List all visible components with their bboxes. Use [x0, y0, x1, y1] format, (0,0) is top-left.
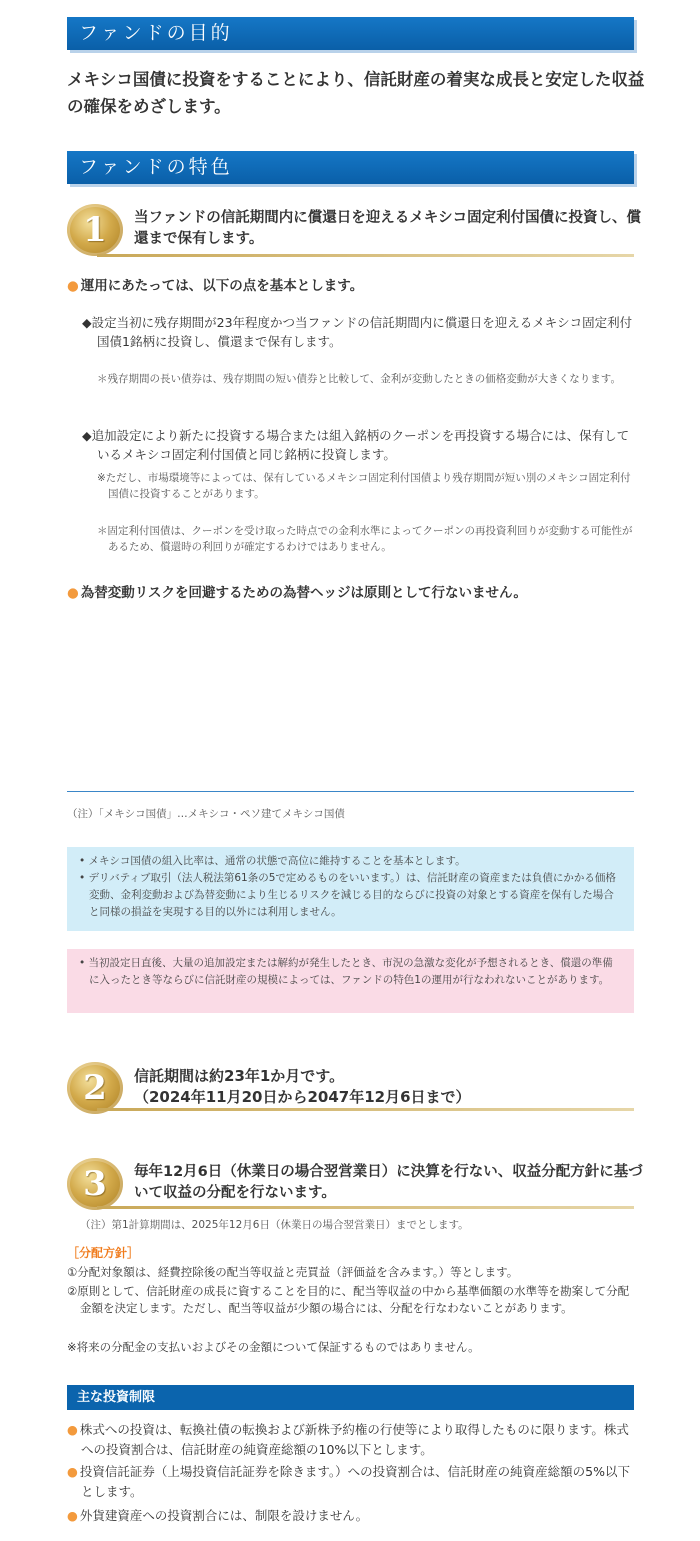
orange-bullet-icon: ●: [67, 1464, 78, 1479]
section-divider: [67, 791, 634, 792]
info-box-blue-item: • メキシコ国債の組入比率は、通常の状態で高位に維持することを基本とします。: [79, 855, 466, 867]
restriction-item: ● 外貨建資産への投資割合には、制限を設けません。: [67, 1508, 369, 1523]
restrictions-heading: 主な投資制限: [67, 1385, 634, 1410]
feature-3-note: （注）第1計算期間は、2025年12月6日（休業日の場合翌営業日）までとします。: [80, 1219, 469, 1231]
purpose-text: メキシコ国債に投資をすることにより、信託財産の着実な成長と安定した収益の確保をめざします。: [67, 70, 645, 116]
mexico-bond-footnote: （注）「メキシコ国債」…メキシコ・ペソ建てメキシコ国債: [67, 808, 345, 820]
feature-1-header: [67, 204, 642, 260]
orange-bullet-icon: ●: [67, 278, 79, 294]
feature-1-item-1-note: ＊残存期間の長い債券は、残存期間の短い債券と比較して、金利が変動したときの価格変動が大きくなります。: [97, 373, 621, 385]
restriction-item: ● 投資信託証券（上場投資信託証券を除きます。）への投資割合は、信託財産の純資産総額の5%以下とします。: [67, 1464, 631, 1499]
distribution-policy-disclaimer: ※将来の分配金の支払いおよびその金額について保証するものではありません。: [67, 1340, 480, 1354]
feature-2-title: 信託期間は約23年1か月です。 （2024年11月20日から2047年12月6日まで）: [134, 1067, 471, 1106]
info-box-blue: [67, 847, 634, 931]
info-box-pink: [67, 949, 634, 1013]
feature-3-underline: [97, 1206, 634, 1209]
feature-3-header: [67, 1158, 643, 1214]
feature-1-number-medal: 1: [67, 204, 123, 256]
purpose-heading: ファンドの目的: [67, 17, 634, 50]
feature-2-header: [67, 1062, 634, 1118]
distribution-policy-item: ②原則として、信託財産の成長に資することを目的に、配当等収益の中から基準価額の水準等を勘案して分配金額を決定します。ただし、配当等収益が少額の場合には、分配を行なわないことがあります。: [67, 1284, 630, 1315]
feature-1-item-2-note-1: ※ただし、市場環境等によっては、保有しているメキシコ固定利付国債より残存期間が短い別のメキシコ固定利付国債に投資することがあります。: [97, 472, 631, 500]
feature-1-title: 当ファンドの信託期間内に償還日を迎えるメキシコ固定利付国債に投資し、償還まで保有します。: [134, 210, 642, 247]
feature-1-hedge-point: ● 為替変動リスクを回避するための為替ヘッジは原則として行ないません。: [67, 585, 527, 601]
feature-3-title: 毎年12月6日（休業日の場合翌営業日）に決算を行ない、収益分配方針に基づいて収益の分配を行ないます。: [134, 1164, 643, 1201]
distribution-policy-item: ①分配対象額は、経費控除後の配当等収益と売買益（評価益を含みます。）等とします。: [67, 1265, 519, 1279]
feature-1-underline: [97, 254, 634, 257]
info-box-pink-item: • 当初設定日直後、大量の追加設定または解約が発生したとき、市況の急激な変化が予想されるとき、償還の準備に入ったとき等ならびに信託財産の規模によっては、ファンドの特色1の運用が行なわれないことがあります。: [79, 957, 613, 986]
restriction-item: ● 株式への投資は、転換社債の転換および新株予約権の行使等により取得したものに限ります。株式への投資割合は、信託財産の純資産総額の10%以下とします。: [67, 1422, 629, 1457]
feature-3-number-medal: 3: [67, 1158, 123, 1210]
orange-bullet-icon: ●: [67, 1508, 78, 1523]
feature-1-item-2: ◆追加設定により新たに投資する場合または組入銘柄のクーポンを再投資する場合には、保有しているメキシコ固定利付国債と同じ銘柄に投資します。: [82, 428, 630, 462]
feature-1-item-1: ◆設定当初に残存期間が23年程度かつ当ファンドの信託期間内に償還日を迎えるメキシコ固定利付国債1銘柄に投資し、償還まで保有します。: [82, 315, 633, 349]
feature-1-main-point: ● 運用にあたっては、以下の点を基本とします。: [67, 278, 364, 294]
feature-2-number-medal: 2: [67, 1062, 123, 1114]
features-heading: ファンドの特色: [67, 151, 634, 184]
feature-1-item-2-note-2: ＊固定利付国債は、クーポンを受け取った時点での金利水準によってクーポンの再投資利回りが変動する可能性があるため、償還時の利回りが確定するわけではありません。: [97, 525, 633, 553]
feature-2-underline: [97, 1108, 634, 1111]
distribution-policy-heading: ［分配方針］: [67, 1246, 140, 1260]
info-box-blue-item: • デリバティブ取引（法人税法第61条の5で定めるものをいいます。）は、信託財産の資産または負債にかかる価格変動、金利変動および為替変動により生じるリスクを減じる目的ならびに投資の対象とする資産を保有した場合と同様の損益を実現する目的以外には利用しません。: [79, 872, 616, 918]
orange-bullet-icon: ●: [67, 585, 79, 601]
orange-bullet-icon: ●: [67, 1422, 78, 1437]
